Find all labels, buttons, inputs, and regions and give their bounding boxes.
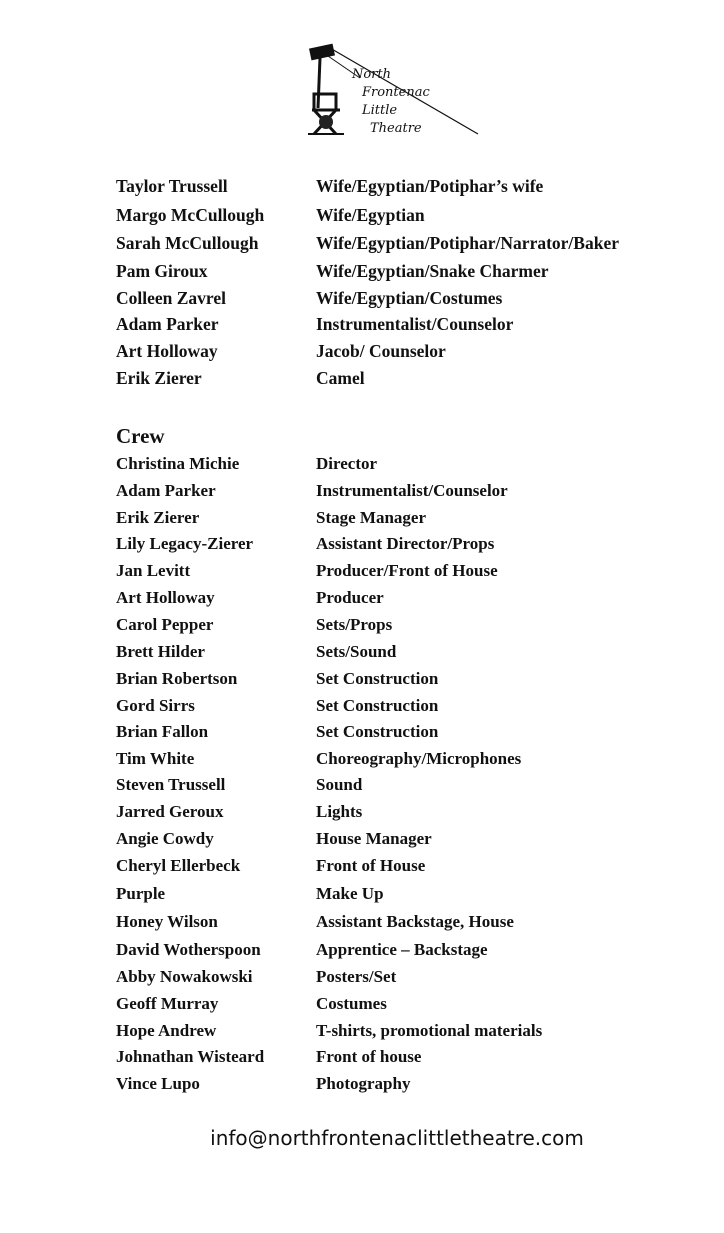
crew-role: Apprentice – Backstage xyxy=(316,940,488,959)
crew-name: Brett Hilder xyxy=(116,642,205,661)
crew-role: Set Construction xyxy=(316,722,439,741)
crew-role: Assistant Backstage, House xyxy=(316,912,514,931)
cast-name: Colleen Zavrel xyxy=(116,288,227,308)
crew-role: Producer/Front of House xyxy=(316,561,498,580)
crew-role: Stage Manager xyxy=(316,508,427,527)
crew-name: Vince Lupo xyxy=(116,1074,200,1093)
crew-name: Jarred Geroux xyxy=(116,802,224,821)
crew-name: Jan Levitt xyxy=(116,561,191,580)
crew-name: Angie Cowdy xyxy=(116,829,214,848)
crew-name: Brian Fallon xyxy=(116,722,209,741)
cast-name: Pam Giroux xyxy=(116,261,208,281)
cast-name: Art Holloway xyxy=(116,341,218,361)
crew-name: Art Holloway xyxy=(116,588,215,607)
crew-role: Choreography/Microphones xyxy=(316,749,522,768)
crew-name: Honey Wilson xyxy=(116,912,218,931)
cast-role: Wife/Egyptian/Potiphar/Narrator/Baker xyxy=(316,233,619,253)
crew-role: Instrumentalist/Counselor xyxy=(316,481,508,500)
cast-name: Adam Parker xyxy=(116,314,219,334)
cast-role: Jacob/ Counselor xyxy=(316,341,446,361)
crew-role: Photography xyxy=(316,1074,411,1093)
cast-role: Wife/Egyptian/Costumes xyxy=(316,288,503,308)
crew-role: Sound xyxy=(316,775,363,794)
cast-name: Taylor Trussell xyxy=(116,176,228,196)
cast-role: Wife/Egyptian/Potiphar’s wife xyxy=(316,176,544,196)
cast-role: Camel xyxy=(316,368,365,388)
cast-role: Wife/Egyptian/Snake Charmer xyxy=(316,261,549,281)
crew-role: Set Construction xyxy=(316,696,439,715)
theatre-logo xyxy=(300,38,485,142)
cast-name: Sarah McCullough xyxy=(116,233,259,253)
crew-role: Sets/Props xyxy=(316,615,393,634)
crew-name: Purple xyxy=(116,884,166,903)
crew-name: Lily Legacy-Zierer xyxy=(116,534,254,553)
crew-role: Assistant Director/Props xyxy=(316,534,495,553)
crew-name: Hope Andrew xyxy=(116,1021,217,1040)
crew-name: Johnathan Wisteard xyxy=(116,1047,265,1066)
crew-name: Gord Sirrs xyxy=(116,696,195,715)
crew-heading: Crew xyxy=(116,424,165,448)
cast-role: Instrumentalist/Counselor xyxy=(316,314,514,334)
crew-name: Steven Trussell xyxy=(116,775,226,794)
crew-role: T-shirts, promotional materials xyxy=(316,1021,543,1040)
logo-text-theatre: Theatre xyxy=(370,121,422,136)
cast-name: Erik Zierer xyxy=(116,368,202,388)
crew-role: Front of House xyxy=(316,856,426,875)
crew-name: Tim White xyxy=(116,749,195,768)
crew-role: Set Construction xyxy=(316,669,439,688)
crew-name: David Wotherspoon xyxy=(116,940,261,959)
crew-name: Erik Zierer xyxy=(116,508,200,527)
cast-name: Margo McCullough xyxy=(116,205,265,225)
crew-role: Producer xyxy=(316,588,384,607)
crew-role: Posters/Set xyxy=(316,967,397,986)
crew-name: Carol Pepper xyxy=(116,615,214,634)
contact-email[interactable]: info@northfrontenaclittletheatre.com xyxy=(210,1126,584,1150)
cast-role: Wife/Egyptian xyxy=(316,205,425,225)
crew-name: Adam Parker xyxy=(116,481,216,500)
logo-text-little: Little xyxy=(362,103,398,118)
crew-name: Geoff Murray xyxy=(116,994,219,1013)
crew-role: House Manager xyxy=(316,829,432,848)
crew-name: Brian Robertson xyxy=(116,669,238,688)
crew-name: Abby Nowakowski xyxy=(116,967,253,986)
crew-role: Front of house xyxy=(316,1047,422,1066)
crew-role: Director xyxy=(316,454,378,473)
crew-name: Cheryl Ellerbeck xyxy=(116,856,241,875)
logo-text-north: North xyxy=(352,67,392,82)
crew-role: Lights xyxy=(316,802,363,821)
crew-role: Costumes xyxy=(316,994,387,1013)
crew-name: Christina Michie xyxy=(116,454,240,473)
crew-role: Make Up xyxy=(316,884,384,903)
logo-text-frontenac: Frontenac xyxy=(362,85,430,100)
crew-role: Sets/Sound xyxy=(316,642,397,661)
